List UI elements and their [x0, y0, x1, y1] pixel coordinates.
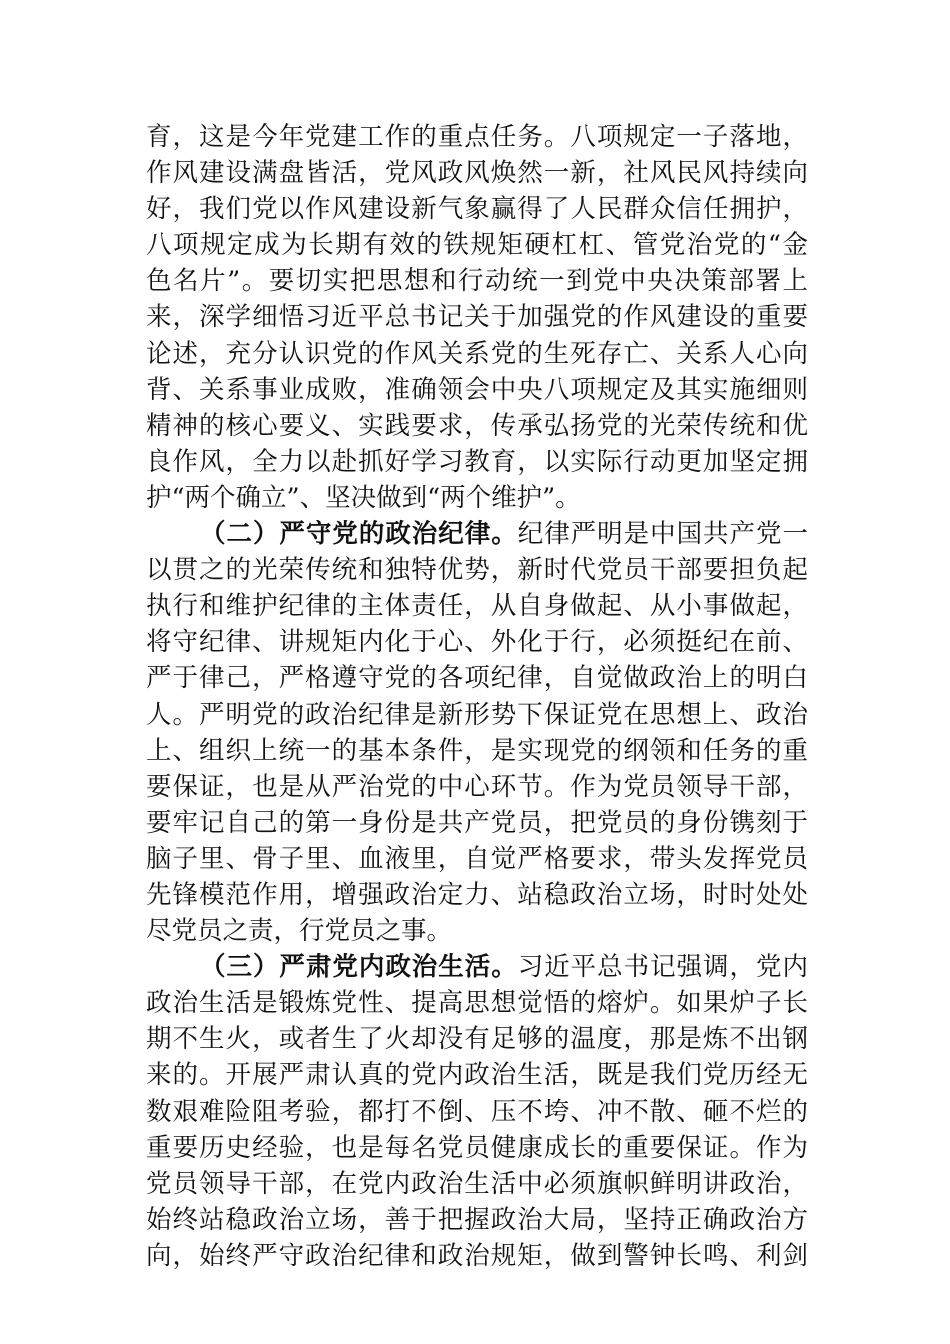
paragraph-3	[146, 949, 808, 1274]
text-line: 要牢记自己的第一身份是共产党员，把党员的身份镌刻于	[146, 807, 808, 838]
text-line: 党员领导干部，在党内政治生活中必须旗帜鲜明讲政治，	[146, 1168, 808, 1199]
text-line: 先锋模范作用，增强政治定力、站稳政治立场，时时处处	[146, 879, 808, 910]
text-line: 期不生火，或者生了火却没有足够的温度，那是炼不出钢	[146, 1024, 808, 1055]
text-line: 色名片”。要切实把思想和行动统一到党中央决策部署上	[146, 266, 808, 297]
text-line: 将守纪律、讲规矩内化于心、外化于行，必须挺纪在前、	[146, 627, 808, 658]
text-line: 脑子里、骨子里、血液里，自觉严格要求，带头发挥党员	[146, 843, 808, 874]
text-line: 数艰难险阻考验，都打不倒、压不垮、冲不散、砸不烂的	[146, 1096, 808, 1127]
text-line: 始终站稳政治立场，善于把握政治大局，坚持正确政治方	[146, 1204, 808, 1235]
document-body	[146, 119, 808, 1274]
text-line: 执行和维护纪律的主体责任，从自身做起、从小事做起，	[146, 591, 808, 622]
text-line: 来，深学细悟习近平总书记关于加强党的作风建设的重要	[146, 302, 808, 333]
text-line: 育，这是今年党建工作的重点任务。八项规定一子落地，	[146, 122, 808, 152]
text-line: 向，始终严守政治纪律和政治规矩，做到警钟长鸣、利剑	[146, 1240, 808, 1271]
text-line: 论述，充分认识党的作风关系党的生死存亡、关系人心向	[146, 338, 808, 369]
paragraph-2	[146, 516, 808, 949]
section-heading: （二）严守党的政治纪律。	[200, 519, 518, 550]
text-line: 护“两个确立”、坚决做到“两个维护”。	[146, 482, 581, 513]
text-line: 好，我们党以作风建设新气象赢得了人民群众信任拥护，	[146, 194, 808, 225]
section-heading: （三）严肃党内政治生活。	[200, 952, 518, 983]
text-line: 要保证，也是从严治党的中心环节。作为党员领导干部，	[146, 771, 808, 802]
paragraph-first-line	[146, 949, 808, 985]
text-line: 精神的核心要义、实践要求，传承弘扬党的光荣传统和优	[146, 410, 808, 441]
text-line: 重要历史经验，也是每名党员健康成长的重要保证。作为	[146, 1132, 808, 1163]
paragraph-1	[146, 119, 808, 516]
text-line: 上、组织上统一的基本条件，是实现党的纲领和任务的重	[146, 735, 808, 766]
paragraph-first-line	[146, 516, 808, 552]
text-run: 习近平总书记强调，党内	[517, 952, 808, 983]
text-line: 以贯之的光荣传统和独特优势，新时代党员干部要担负起	[146, 555, 808, 586]
text-line: 良作风，全力以赴抓好学习教育，以实际行动更加坚定拥	[146, 446, 808, 477]
text-line: 八项规定成为长期有效的铁规矩硬杠杠、管党治党的“金	[146, 230, 808, 261]
text-line: 背、关系事业成败，准确领会中央八项规定及其实施细则	[146, 374, 808, 405]
text-run: 纪律严明是中国共产党一	[517, 519, 808, 550]
text-line: 严于律己，严格遵守党的各项纪律，自觉做政治上的明白	[146, 663, 808, 694]
text-line: 尽党员之责，行党员之事。	[146, 916, 453, 947]
text-line: 作风建设满盘皆活，党风政风焕然一新，社风民风持续向	[146, 158, 808, 189]
text-line: 政治生活是锻炼党性、提高思想觉悟的熔炉。如果炉子长	[146, 988, 808, 1019]
text-line: 来的。开展严肃认真的党内政治生活，既是我们党历经无	[146, 1060, 808, 1091]
text-line: 人。严明党的政治纪律是新形势下保证党在思想上、政治	[146, 699, 808, 730]
